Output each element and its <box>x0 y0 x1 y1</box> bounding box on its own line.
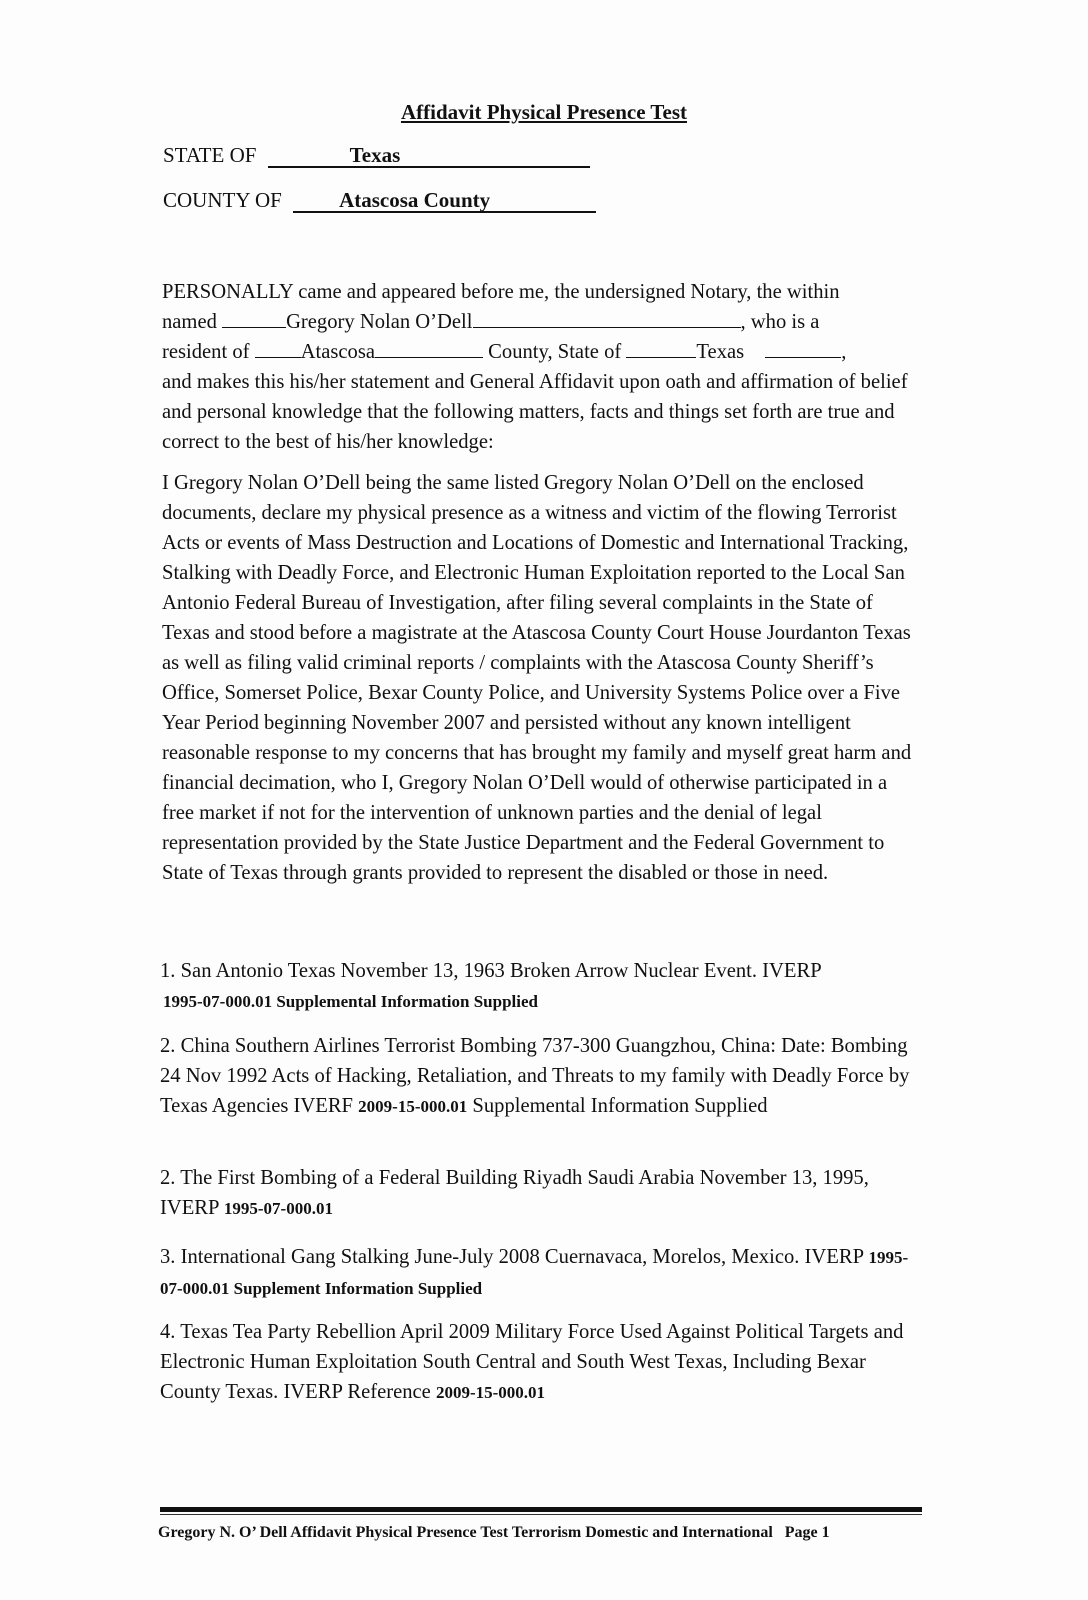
intro-comma: , <box>841 341 847 363</box>
list-item <box>160 1163 920 1224</box>
county-value: Atascosa County <box>339 188 491 212</box>
declaration-paragraph: I Gregory Nolan O’Dell being the same listed Gregory Nolan O’Dell on the enclosed documents, declare my physical presence as a witness and victim of the flowing Terrorist Acts or events of Mass Destruction and Locations of Domestic and International Tracking, Stalking with Deadly Force, and Electronic Human Exploitation reported to the Local San Antonio Federal Bureau of Investigation, after filing several complaints in the State of Texas and stood before a magistrate at the Atascosa County Court House Jourdanton Texas as well as filing valid criminal reports / complaints with the Atascosa County Sheriff’s Office, Somerset Police, Bexar County Police, and University Systems Police over a Five Year Period beginning November 2007 and persisted without any known intelligent reasonable response to my concerns that has brought my family and myself great harm and financial decimation, who I, Gregory Nolan O’Dell would of otherwise participated in a free market if not for the intervention of unknown parties and the denial of legal representation provided by the State Justice Department and the Federal Government to State of Texas through grants provided to represent the disabled or those in need. <box>162 472 912 884</box>
list-item <box>160 956 920 1017</box>
resident-label: resident of <box>162 341 250 363</box>
state-label: STATE OF <box>163 143 257 167</box>
item-ref: 1995-07-000.01 Supplemental Information Supplied <box>163 992 538 1011</box>
state-value-line <box>268 144 590 168</box>
item-ref: 1995-07-000.01 <box>223 1199 333 1218</box>
county-state-label: County, State of <box>488 341 622 363</box>
county-value-line <box>293 189 596 213</box>
item-text: 1. San Antonio Texas November 13, 1963 Broken Arrow Nuclear Event. IVERP <box>160 960 822 982</box>
intro-line-resident <box>162 337 922 367</box>
named-label: named <box>162 311 217 333</box>
county-label: COUNTY OF <box>163 188 282 212</box>
footer-divider-thin <box>160 1514 922 1515</box>
page-footer <box>158 1524 928 1542</box>
state-field <box>163 143 590 168</box>
list-item <box>160 1317 920 1408</box>
item-text: 2. China Southern Airlines Terrorist Bombing 737-300 Guangzhou, China: Date: Bombing 24 Nov 1992 Acts of Hacking, Retaliation, and Threats to my family with Deadly Force by Texas Agencies IVERF <box>160 1035 910 1117</box>
document-title: Affidavit Physical Presence Test <box>400 100 687 124</box>
list-item <box>160 1242 920 1304</box>
intro-paragraph <box>162 277 922 457</box>
state-blank-pre <box>626 337 696 358</box>
named-blank-post <box>473 307 741 328</box>
county-field <box>163 188 596 213</box>
item-text: 2. The First Bombing of a Federal Building Riyadh Saudi Arabia November 13, 1995, IVERP <box>160 1167 869 1219</box>
item-ref: 2009-15-000.01 <box>358 1097 468 1116</box>
state-value: Texas <box>349 143 401 167</box>
footer-text: Gregory N. O’ Dell Affidavit Physical Presence Test Terrorism Domestic and International <box>158 1524 773 1541</box>
list-item <box>160 1031 920 1122</box>
named-suffix: , who is a <box>740 311 820 333</box>
intro-state-value: Texas <box>696 341 745 363</box>
resident-blank-pre <box>255 337 301 358</box>
footer-page-number: Page 1 <box>784 1524 830 1541</box>
named-value: Gregory Nolan O’Dell <box>286 311 473 333</box>
state-blank-post <box>765 337 841 358</box>
item-after: Supplemental Information Supplied <box>472 1095 768 1117</box>
intro-line-named <box>162 307 922 337</box>
item-text: 3. International Gang Stalking June-July 2008 Cuernavaca, Morelos, Mexico. IVERP <box>160 1246 864 1268</box>
intro-rest: and makes this his/her statement and General Affidavit upon oath and affirmation of belief and personal knowledge that the following matters, facts and things set forth are true and correct to the best of his/her knowledge: <box>162 371 908 453</box>
intro-line-1: PERSONALLY came and appeared before me, the undersigned Notary, the within <box>162 281 840 303</box>
footer-divider <box>160 1507 922 1512</box>
item-ref: 1995-07-000.01 Supplement Information Supplied <box>160 1248 909 1298</box>
resident-value: Atascosa <box>300 341 375 363</box>
resident-blank-post <box>375 337 483 358</box>
item-text: 4. Texas Tea Party Rebellion April 2009 Military Force Used Against Political Targets and Electronic Human Exploitation South Central and South West Texas, Including Bexar County Texas. IVERP Reference <box>160 1321 904 1403</box>
item-ref: 2009-15-000.01 <box>435 1383 546 1402</box>
named-blank-pre <box>222 307 286 328</box>
